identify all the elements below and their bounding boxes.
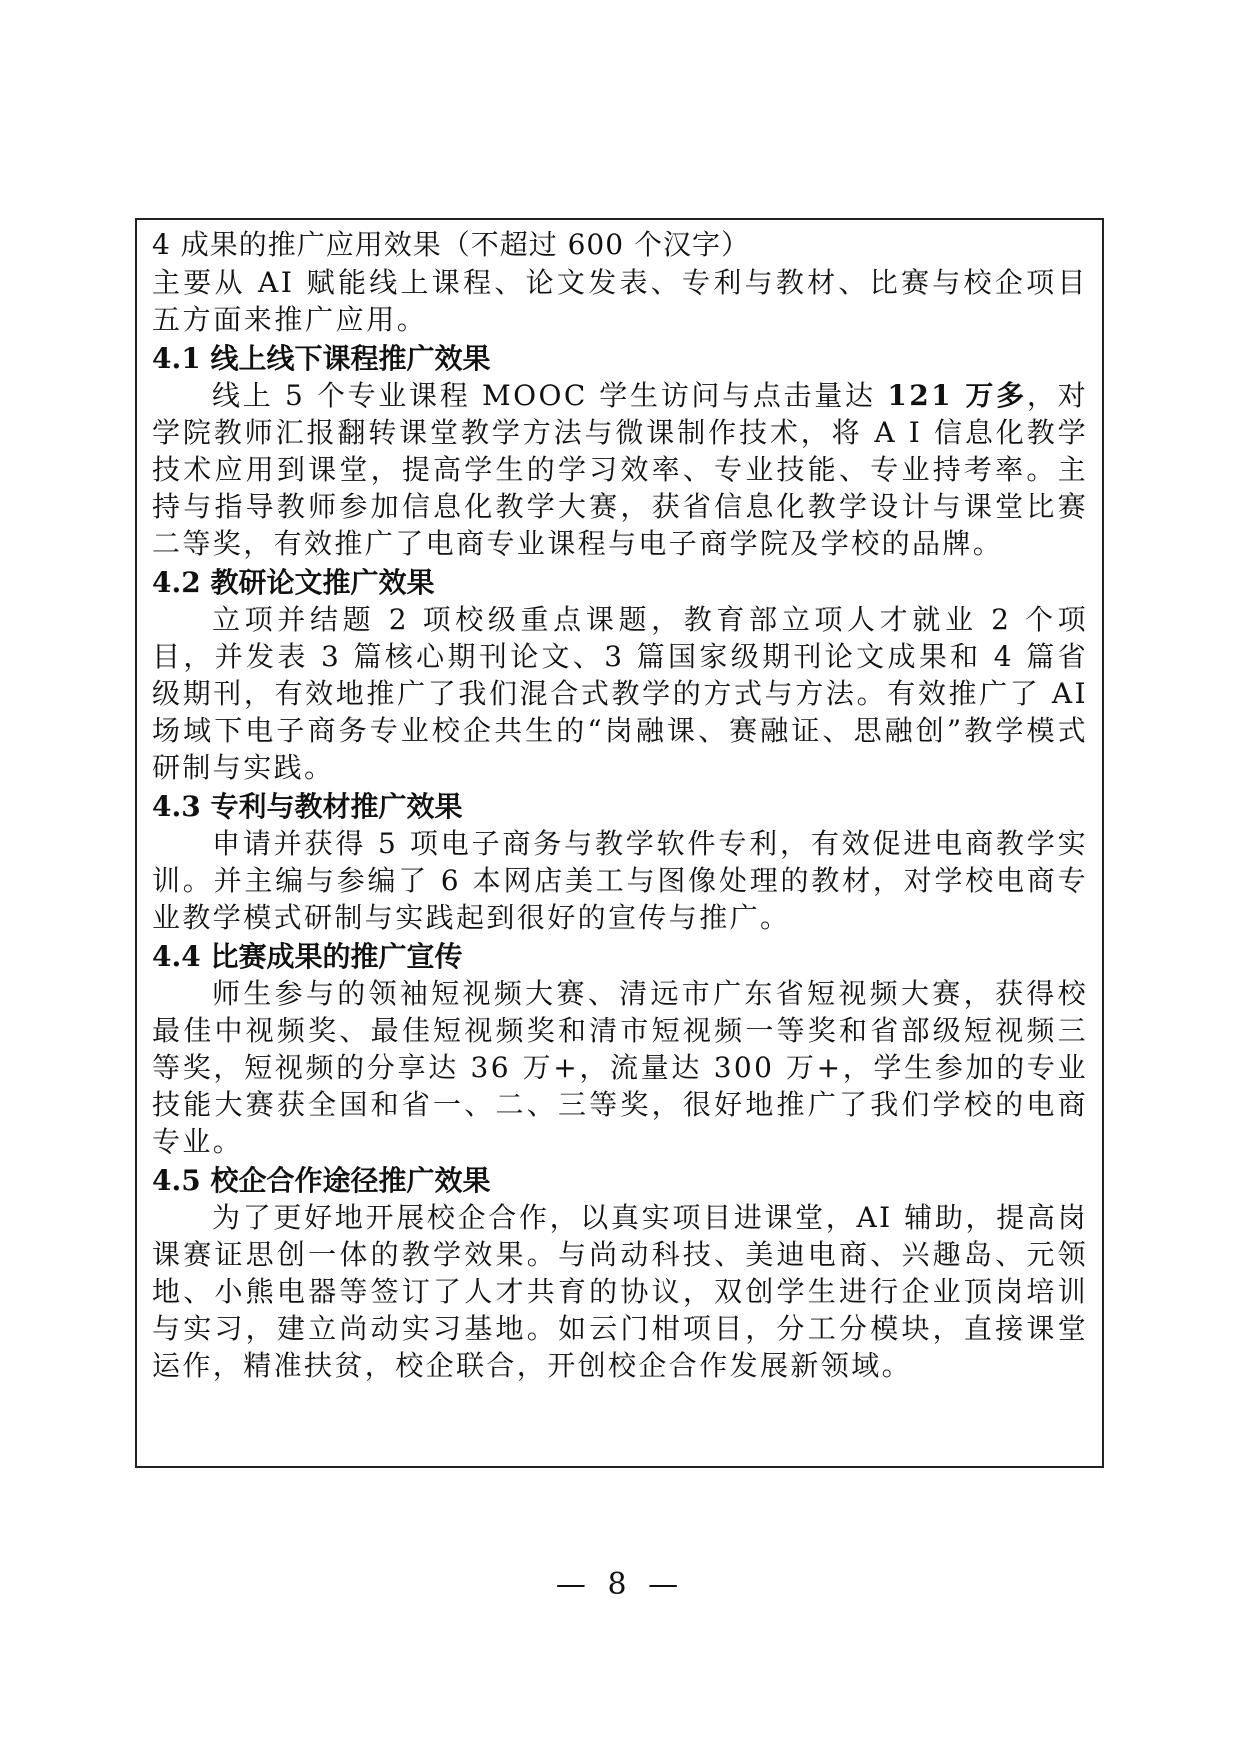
intro-paragraph: 主要从 AI 赋能线上课程、论文发表、专利与教材、比赛与校企项目五方面来推广应用。 <box>152 266 1088 336</box>
page-number: — 8 — <box>555 1567 685 1602</box>
section-paragraph-4-3: 申请并获得 5 项电子商务与教学软件专利，有效促进电商教学实训。并主编与参编了 6 本网店美工与图像处理的教材，对学校电商专业教学模式研制与实践起到很好的宣传与推广。 <box>152 827 1088 934</box>
section-title-4-3: 4.3 专利与教材推广效果 <box>152 790 463 823</box>
section-paragraph-4-5: 为了更好地开展校企合作，以真实项目进课堂，AI 辅助，提高岗课赛证思创一体的教学效果。与尚动科技、美迪电商、兴趣岛、元领地、小熊电器等签订了人才共育的协议，双创学生进行企业顶岗培训与实习，建立尚动实习基地。如云门柑项目，分工分模块，直接课堂运作，精准扶贫，校企联合，开创校企合作发展新领域。 <box>152 1201 1088 1382</box>
section-paragraph-4-1 <box>152 377 1088 562</box>
section-title-4-4: 4.4 比赛成果的推广宣传 <box>152 940 463 973</box>
section-paragraph-4-2: 立项并结题 2 项校级重点课题，教育部立项人才就业 2 个项目，并发表 3 篇核心期刊论文、3 篇国家级期刊论文成果和 4 篇省级期刊，有效地推广了我们混合式教学的方式与方法。有效推广了 AI 场域下电子商务专业校企共生的“岗融课、赛融证、思融创”教学模式研制与实践。 <box>152 603 1088 784</box>
section-title-4-2: 4.2 教研论文推广效果 <box>152 566 435 599</box>
content-box <box>135 218 1104 1468</box>
highlight-figure: 121 万多 <box>887 379 1027 412</box>
section-title-4-5: 4.5 校企合作途径推广效果 <box>152 1164 491 1197</box>
section-paragraph-4-4: 师生参与的领袖短视频大赛、清远市广东省短视频大赛，获得校最佳中视频奖、最佳短视频奖和清市短视频一等奖和省部级短视频三等奖，短视频的分享达 36 万+，流量达 300 万+，学生参加的专业技能大赛获全国和省一、二、三等奖，很好地推广了我们学校的电商专业。 <box>152 977 1088 1158</box>
section-title-4-1: 4.1 线上线下课程推广效果 <box>152 342 491 375</box>
paragraph-text: ，对学院教师汇报翻转课堂教学方法与微课制作技术，将 A I 信息化教学技术应用到课堂，提高学生的学习效率、专业技能、专业持考率。主持与指导教师参加信息化教学大赛，获省信息化教学设计与课堂比赛二等奖，有效推广了电商专业课程与电子商学院及学校的品牌。 <box>152 379 1088 560</box>
paragraph-text: 线上 5 个专业课程 MOOC 学生访问与点击量达 <box>212 379 888 412</box>
section-heading: 4 成果的推广应用效果（不超过 600 个汉字） <box>152 228 750 261</box>
